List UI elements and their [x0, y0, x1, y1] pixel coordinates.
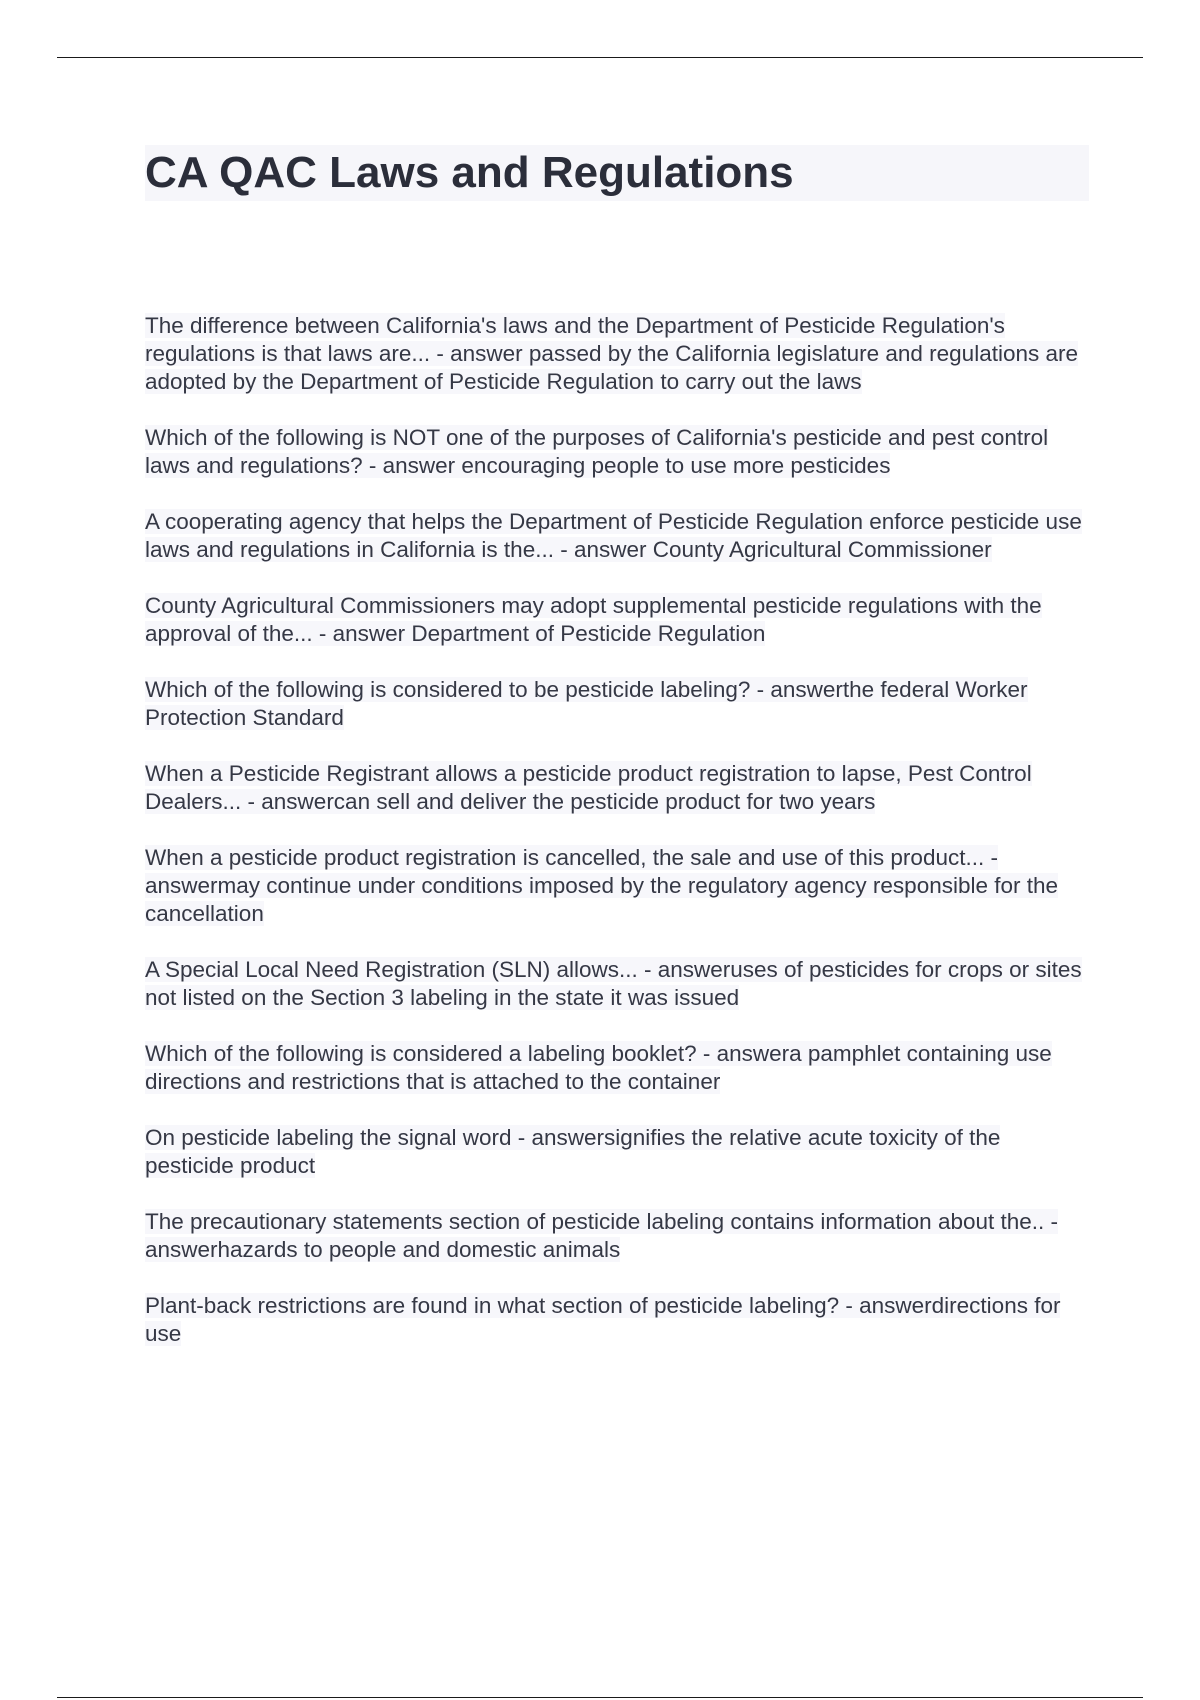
qa-text: A cooperating agency that helps the Department of Pesticide Regulation enforce pesticide use laws and regulations in California is the... - answer County Agricultural Commissioner [145, 509, 1082, 562]
qa-text: On pesticide labeling the signal word - answersignifies the relative acute toxicity of the pesticide product [145, 1125, 1001, 1178]
qa-item [145, 592, 1095, 648]
qa-item [145, 1040, 1095, 1096]
qa-text: A Special Local Need Registration (SLN) allows... - answeruses of pesticides for crops or sites not listed on the Section 3 labeling in the state it was issued [145, 957, 1082, 1010]
qa-item [145, 1208, 1095, 1264]
qa-text: When a pesticide product registration is cancelled, the sale and use of this product... - answermay continue under conditions imposed by the regulatory agency responsible for the cancellation [145, 845, 1059, 926]
qa-item [145, 312, 1095, 396]
page-title: CA QAC Laws and Regulations [145, 148, 794, 197]
qa-text: The difference between California's laws and the Department of Pesticide Regulation's regulations is that laws are... - answer passed by the California legislature and regulations are adopted by the Department of Pesticide Regulation to carry out the laws [145, 313, 1079, 394]
qa-text: When a Pesticide Registrant allows a pesticide product registration to lapse, Pest Control Dealers... - answercan sell and deliver the pesticide product for two years [145, 761, 1032, 814]
qa-text: The precautionary statements section of pesticide labeling contains information about the.. - answerhazards to people and domestic animals [145, 1209, 1059, 1262]
qa-text: Which of the following is considered to be pesticide labeling? - answerthe federal Worker Protection Standard [145, 677, 1028, 730]
qa-item [145, 508, 1095, 564]
top-rule [57, 57, 1143, 58]
qa-item [145, 424, 1095, 480]
qa-item [145, 956, 1095, 1012]
title-block [145, 145, 1089, 201]
qa-list [145, 312, 1095, 1376]
qa-text: Which of the following is NOT one of the purposes of California's pesticide and pest control laws and regulations? - answer encouraging people to use more pesticides [145, 425, 1049, 478]
qa-item [145, 760, 1095, 816]
qa-text: Plant-back restrictions are found in what section of pesticide labeling? - answerdirections for use [145, 1293, 1061, 1346]
qa-item [145, 1124, 1095, 1180]
qa-item [145, 844, 1095, 928]
qa-text: Which of the following is considered a labeling booklet? - answera pamphlet containing use directions and restrictions that is attached to the container [145, 1041, 1052, 1094]
qa-item [145, 676, 1095, 732]
qa-text: County Agricultural Commissioners may adopt supplemental pesticide regulations with the approval of the... - answer Department of Pesticide Regulation [145, 593, 1042, 646]
qa-item [145, 1292, 1095, 1348]
bottom-rule [57, 1697, 1143, 1698]
